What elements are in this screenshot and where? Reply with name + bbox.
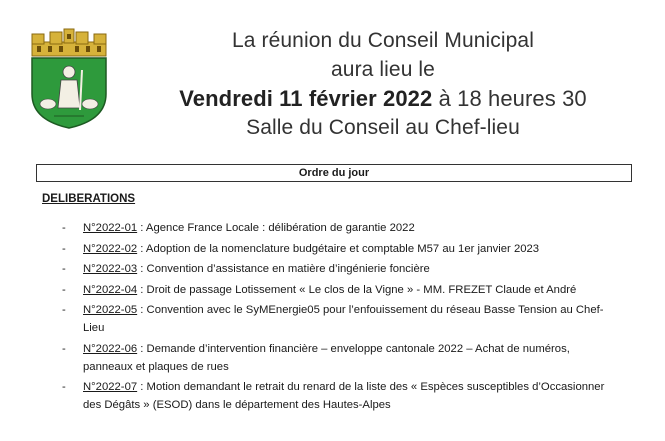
list-item [62, 301, 622, 337]
meeting-time: à 18 heures 30 [432, 86, 587, 111]
header-line-1: La réunion du Conseil Municipal [232, 29, 534, 52]
meeting-date: Vendredi 11 février 2022 [179, 86, 433, 111]
deliberation-text: : Convention avec le SyMEnergie05 pour l’enfouissement du réseau Basse Tension au Chef-Lieu [83, 304, 604, 334]
deliberation-number: N°2022-04 [83, 283, 138, 296]
header-line-2: aura lieu le [331, 58, 435, 81]
deliberation-number: N°2022-07 [83, 381, 138, 393]
list-dash: - [62, 381, 66, 393]
deliberation-number: N°2022-06 [83, 342, 138, 355]
meeting-location: Salle du Conseil au Chef-lieu [246, 116, 520, 139]
deliberation-text: : Adoption de la nomenclature budgétaire et comptable M57 au 1er janvier 2023 [137, 242, 540, 255]
deliberation-number: N°2022-03 [83, 263, 138, 275]
deliberation-text: : Demande d’intervention financière – enveloppe cantonale 2022 – Achat de numéros, panneaux et plaques de rues [83, 342, 570, 373]
list-item [62, 340, 622, 376]
list-item [62, 260, 622, 278]
deliberation-number: N°2022-05 [83, 304, 138, 316]
deliberations-list [62, 219, 622, 417]
list-dash: - [62, 342, 66, 355]
deliberation-number: N°2022-02 [83, 242, 138, 255]
list-dash: - [62, 283, 66, 296]
deliberation-text: : Droit de passage Lotissement « Le clos de la Vigne » - MM. FREZET Claude et André [137, 283, 577, 296]
deliberation-text: : Agence France Locale : délibération de garantie 2022 [137, 222, 415, 234]
list-dash: - [62, 222, 66, 234]
list-dash: - [62, 304, 66, 316]
meeting-announcement [118, 26, 648, 142]
municipal-coat-of-arms-icon [24, 28, 114, 130]
deliberation-number: N°2022-01 [83, 222, 138, 234]
agenda-heading-box: Ordre du jour [36, 164, 632, 182]
list-item [62, 219, 622, 237]
deliberation-text: : Convention d’assistance en matière d’ingénierie foncière [137, 263, 430, 275]
deliberations-title: DELIBERATIONS [42, 193, 136, 205]
list-item [62, 378, 622, 414]
list-item [62, 281, 622, 299]
deliberation-text: : Motion demandant le retrait du renard de la liste des « Espèces susceptibles d’Occasionner des Dégâts » (ESOD) dans le département des Hautes-Alpes [83, 381, 605, 411]
meeting-date-line [118, 84, 648, 113]
list-dash: - [62, 242, 66, 255]
list-item [62, 240, 622, 258]
list-dash: - [62, 263, 66, 275]
